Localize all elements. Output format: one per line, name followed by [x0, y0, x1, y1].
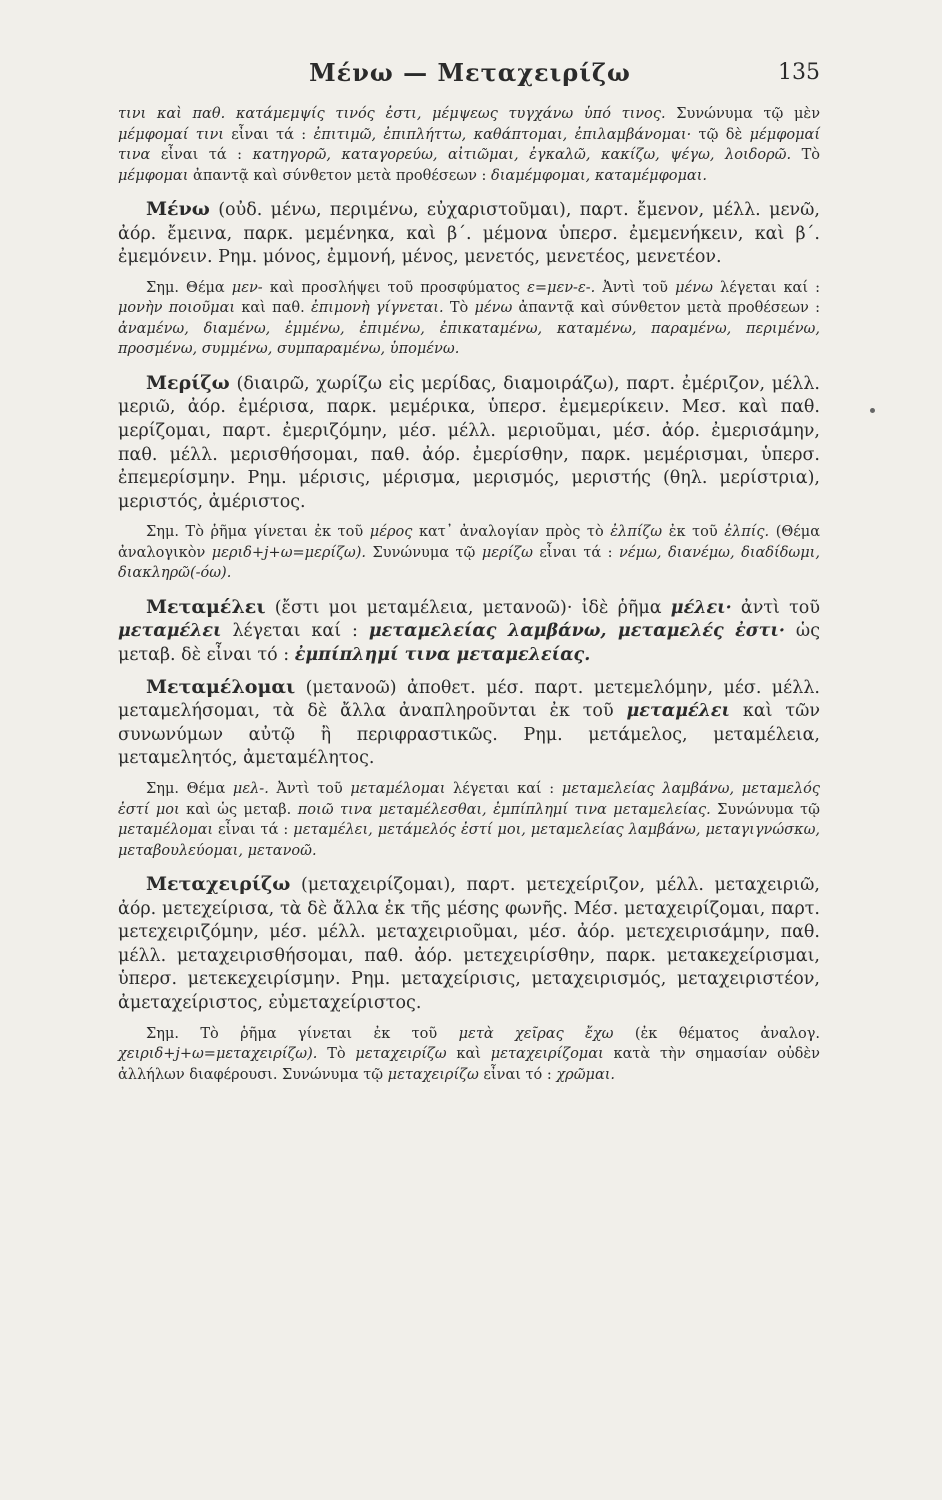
headword: Μεταμέλει	[146, 595, 266, 618]
entry-meno: Μένω (οὐδ. μένω, περιμένω, εὐχαριστοῦμαι), παρτ. ἔμενον, μέλλ. μενῶ, ἀόρ. ἔμεινα, παρκ. μεμένηκα, καὶ β΄. μέμονα ὑπερσ. ἐμεμενήκειν, καὶ β΄. ἐμεμόνειν. Ρημ. μόνος, ἐμμονή, μένος, μενετός, μενετέος, μενετέον.	[118, 198, 820, 268]
entry-metamelomai: Μεταμέλομαι (μετανοῶ) ἀποθετ. μέσ. παρτ. μετεμελόμην, μέσ. μέλλ. μεταμελήσομαι, τὰ δὲ ἄλλα ἀναπληροῦνται ἐκ τοῦ μεταμέλει καὶ τῶν συνωνύμων αὐτῷ ἢ περιφραστικῶς. Ρημ. μετάμελος, μεταμέλεια, μεταμελητός, ἀμεταμέλητος.	[118, 675, 820, 769]
page-header	[120, 58, 820, 94]
entry-metamelei: Μεταμέλει (ἔστι μοι μεταμέλεια, μετανοῶ)· ἰδὲ ῥῆμα μέλει· ἀντὶ τοῦ μεταμέλει λέγεται καί : μεταμελείας λαμβάνω, μεταμελές ἐστι· ὡς μεταβ. δὲ εἶναι τό : ἐμπίπλημί τινα μεταμελείας.	[118, 595, 820, 666]
running-title: Μένω — Μεταχειρίζω	[309, 58, 631, 87]
note-metamelomai: Σημ. Θέμα μελ-. Ἀντὶ τοῦ μεταμέλομαι λέγεται καί : μεταμελείας λαμβάνω, μεταμελός ἐστί μοι καὶ ὡς μεταβ. ποιῶ τινα μεταμέλεσθαι, ἐμπίπλημί τινα μεταμελείας. Συνώνυμα τῷ μεταμέλομαι εἶναι τά : μεταμέλει, μετάμελός ἐστί μοι, μεταμελείας λαμβάνω, μεταγιγνώσκω, μεταβουλεύομαι, μετανοῶ.	[118, 781, 821, 859]
entry-metacheirizo: Μεταχειρίζω (μεταχειρίζομαι), παρτ. μετεχείριζον, μέλλ. μεταχειριῶ, ἀόρ. μετεχείρισα, τὰ δὲ ἄλλα ἐκ τῆς μέσης φωνῆς. Μέσ. μεταχειρίζομαι, παρτ. μετεχειριζόμην, μέσ. μέλλ. μεταχειριοῦμαι, μέσ. ἀόρ. μετεχειρισάμην, παθ. μέλλ. μεταχειρισθήσομαι, παθ. ἀόρ. μετεχειρίσθην, παρκ. μετακεχείρισμαι, ὑπερσ. μετεκεχειρίσμην. Ρημ. μεταχείρισις, μεταχειρισμός, μεταχειριστέον, ἀμεταχείριστος, εὐμεταχείριστος.	[118, 873, 820, 1013]
continued-note: τινι καὶ παθ. κατάμεμψίς τινός ἐστι, μέμψεως τυγχάνω ὑπό τινος. Συνώνυμα τῷ μὲν μέμφομαί τινι εἶναι τά : ἐπιτιμῶ, ἐπιπλήττω, καθάπτομαι, ἐπιλαμβάνομαι· τῷ δὲ μέμφομαί τινα εἶναι τά : κατηγορῶ, καταγορεύω, αἰτιῶμαι, ἐγκαλῶ, κακίζω, ψέγω, λοιδορῶ. Τὸ μέμφομαι ἀπαντᾷ καὶ σύνθετον μετὰ προθέσεων : διαμέμφομαι, καταμέμφομαι.	[118, 106, 821, 184]
headword: Μερίζω	[146, 371, 230, 394]
note-metacheirizo: Σημ. Τὸ ῥῆμα γίνεται ἐκ τοῦ μετὰ χεῖρας ἔχω (ἐκ θέματος ἀναλογ. χειριδ+j+ω=μεταχειρίζω). Τὸ μεταχειρίζω καὶ μεταχειρίζομαι κατὰ τὴν σημασίαν οὐδὲν ἀλλήλων διαφέρουσι. Συνώνυμα τῷ μεταχειρίζω εἶναι τό : χρῶμαι.	[118, 1025, 820, 1083]
headword: Μεταμέλομαι	[146, 675, 296, 698]
headword: Μένω	[146, 198, 210, 220]
page-body	[118, 104, 820, 1097]
note-merizo: Σημ. Τὸ ῥῆμα γίνεται ἐκ τοῦ μέρος κατ᾽ ἀναλογίαν πρὸς τὸ ἐλπίζω ἐκ τοῦ ἐλπίς. (Θέμα ἀναλογικὸν μεριδ+j+ω=μερίζω). Συνώνυμα τῷ μερίζω εἶναι τά : νέμω, διανέμω, διαδίδωμι, διακληρῶ(-όω).	[118, 524, 820, 582]
page-number: 135	[778, 60, 820, 85]
margin-dot	[870, 408, 875, 413]
note-meno: Σημ. Θέμα μεν- καὶ προσλήψει τοῦ προσφύματος ε=μεν-ε-. Ἀντὶ τοῦ μένω λέγεται καί : μονὴν ποιοῦμαι καὶ παθ. ἐπιμονὴ γίγνεται. Τὸ μένω ἀπαντᾷ καὶ σύνθετον μετὰ προθέσεων : ἀναμένω, διαμένω, ἐμμένω, ἐπιμένω, ἐπικαταμένω, καταμένω, παραμένω, περιμένω, προσμένω, συμμένω, συμπαραμένω, ὑπομένω.	[118, 279, 820, 358]
headword: Μεταχειρίζω	[146, 873, 291, 895]
entry-merizo: Μερίζω (διαιρῶ, χωρίζω εἰς μερίδας, διαμοιράζω), παρτ. ἐμέριζον, μέλλ. μεριῶ, ἀόρ. ἐμέρισα, παρκ. μεμέρικα, ὑπερσ. ἐμεμερίκειν. Μεσ. καὶ παθ. μερίζομαι, παρτ. ἐμεριζόμην, μέσ. μέλλ. μεριοῦμαι, μέσ. ἀόρ. ἐμερισάμην, παθ. μέλλ. μερισθήσομαι, παθ. ἀόρ. ἐμερίσθην, παρκ. μεμέρισμαι, ὑπερσ. ἐπεμερίσμην. Ρημ. μέρισις, μέρισμα, μερισμός, μεριστής (θηλ. μερίστρια), μεριστός, ἀμέριστος.	[118, 371, 820, 512]
